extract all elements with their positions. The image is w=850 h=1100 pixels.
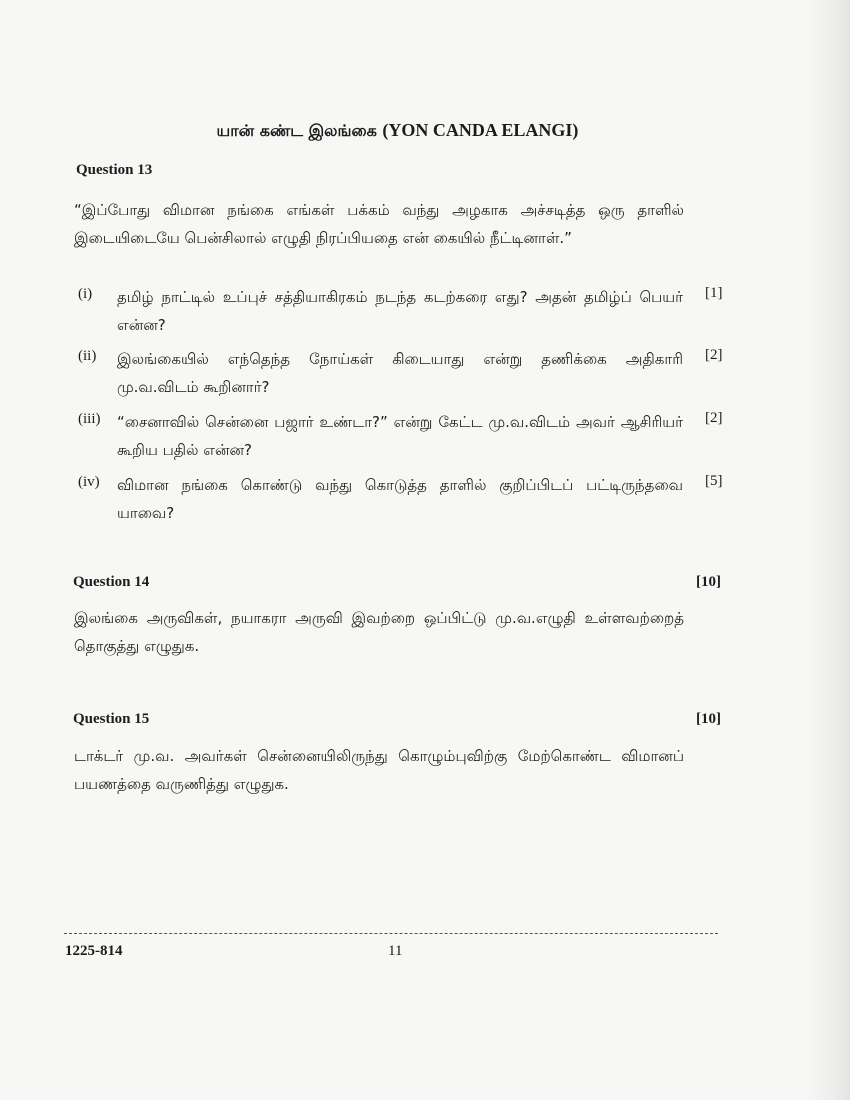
question-14-label: Question 14 — [73, 574, 150, 590]
page-edge-shadow — [804, 0, 850, 1100]
question-13-label: Question 13 — [76, 162, 153, 178]
q13-item-4-text: விமான நங்கை கொண்டு வந்து கொடுத்த தாளில் குறிப்பிடப் பட்டிருந்தவை யாவை? — [117, 476, 683, 522]
section-title-latin: (YON CANDA ELANGI) — [382, 120, 579, 140]
q13-item-4-marks: [5] — [705, 473, 723, 489]
q13-item-3-number: (iii) — [78, 411, 101, 427]
section-title-tamil: யான் கண்ட இலங்கை — [216, 121, 377, 140]
q13-item-2-number: (ii) — [78, 348, 97, 364]
q13-item-1-marks: [1] — [705, 285, 723, 301]
question-15-text: டாக்டர் மு.வ. அவர்கள் சென்னையிலிருந்து கொழும்புவிற்கு மேற்கொண்ட விமானப் பயணத்தை வருணித்து எழுதுக. — [74, 747, 684, 793]
section-title — [0, 120, 795, 142]
q13-item-3-marks: [2] — [705, 410, 723, 426]
question-13-passage: “இப்போது விமான நங்கை எங்கள் பக்கம் வந்து அழகாக அச்சடித்த ஒரு தாளில் இடையிடையே பென்சிலால் எழுதி நிரப்பியதை என் கையில் நீட்டினாள்.” — [74, 201, 684, 247]
q13-item-4-number: (iv) — [78, 474, 100, 490]
q13-item-1-number: (i) — [78, 286, 93, 302]
question-14-text: இலங்கை அருவிகள், நயாகரா அருவி இவற்றை ஒப்பிட்டு மு.வ.எழுதி உள்ளவற்றைத் தொகுத்து எழுதுக. — [74, 609, 684, 655]
question-15-marks: [10] — [696, 711, 721, 727]
q13-item-1-text: தமிழ் நாட்டில் உப்புச் சத்தியாகிரகம் நடந்த கடற்கரை எது? அதன் தமிழ்ப் பெயர் என்ன? — [117, 288, 683, 334]
q13-item-2-marks: [2] — [705, 347, 723, 363]
footer-divider — [64, 933, 718, 934]
page-number: 11 — [388, 943, 403, 959]
paper-code: 1225-814 — [65, 943, 123, 959]
question-14-marks: [10] — [696, 574, 721, 590]
q13-item-2-text: இலங்கையில் எந்தெந்த நோய்கள் கிடையாது என்று தணிக்கை அதிகாரி மு.வ.விடம் கூறினார்? — [117, 350, 683, 396]
question-15-label: Question 15 — [73, 711, 150, 727]
q13-item-3-text: “சைனாவில் சென்னை பஜார் உண்டா?” என்று கேட்ட மு.வ.விடம் அவர் ஆசிரியர் கூறிய பதில் என்ன? — [117, 413, 683, 459]
